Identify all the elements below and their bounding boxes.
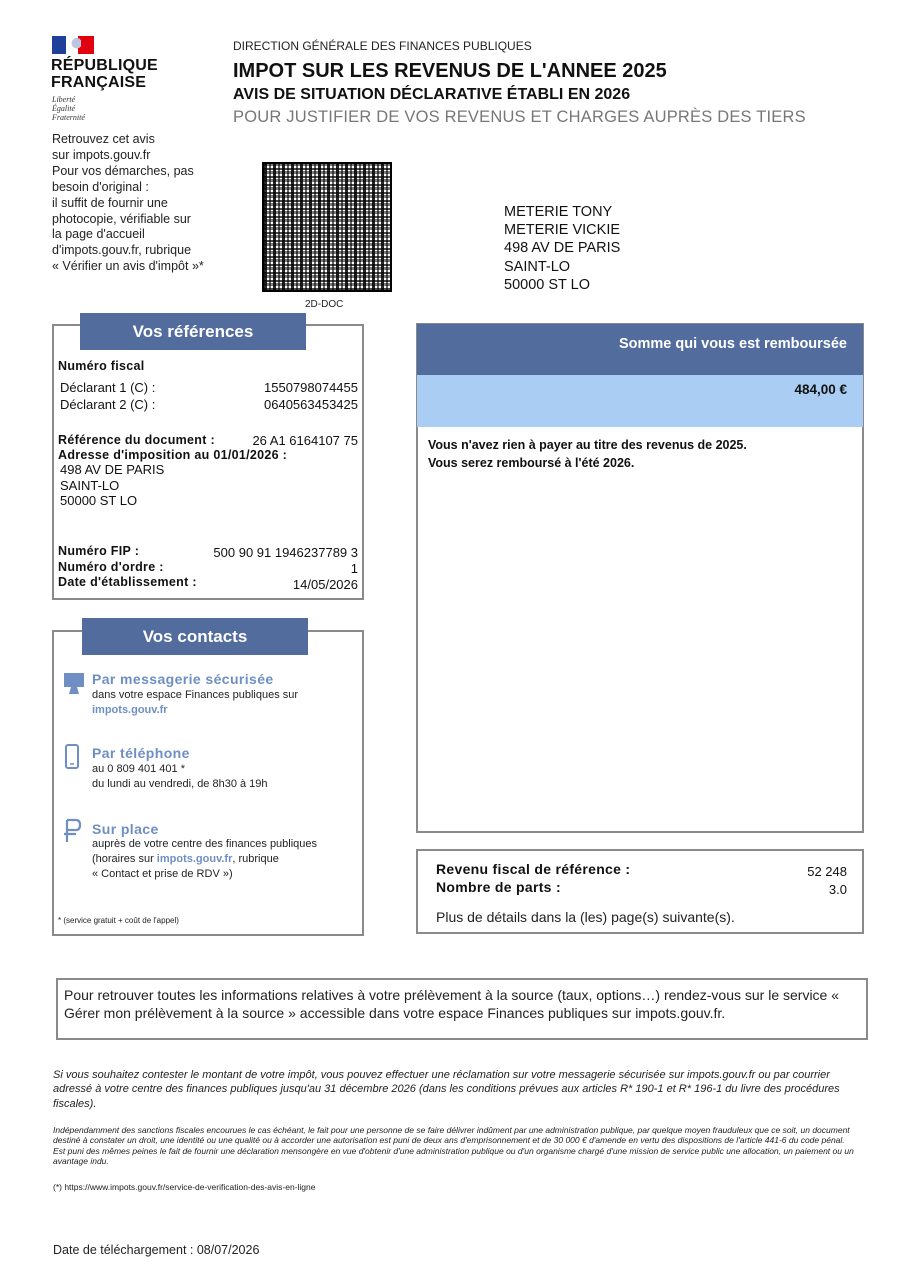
establishment-date-value: 14/05/2026 [292, 577, 358, 592]
fip-number-value: 500 90 91 1946237789 3 [213, 545, 358, 560]
2d-doc-label: 2D-DOC [305, 299, 344, 310]
refund-message-line2: Vous serez remboursé à l'été 2026. [428, 456, 635, 470]
directorate-name: DIRECTION GÉNÉRALE DES FINANCES PUBLIQUES [233, 39, 532, 53]
download-date: Date de téléchargement : 08/07/2026 [53, 1243, 260, 1257]
parts-label: Nombre de parts : [436, 879, 561, 895]
withholding-info-box: Pour retrouver toutes les informations relatives à votre prélèvement à la source (taux, options…) rendez-vous sur le service « Gérer mon prélèvement à la source » accessible dans votre espace Finances publiques sur impots.gouv.fr. [56, 978, 868, 1040]
intro-line: sur impots.gouv.fr [52, 147, 151, 162]
establishment-date-label: Date d'établissement : [58, 575, 197, 589]
intro-line: d'impots.gouv.fr, rubrique [52, 243, 192, 258]
intro-text [52, 132, 252, 275]
fip-number-label: Numéro FIP : [58, 544, 140, 558]
motto-liberte: Liberté [52, 95, 76, 104]
refund-header [417, 324, 863, 375]
order-number-label: Numéro d'ordre : [58, 560, 164, 574]
impots-gouv-link[interactable]: impots.gouv.fr [156, 853, 233, 865]
intro-line: photocopie, vérifiable sur [52, 211, 191, 226]
recipient-line: 50000 ST LO [504, 276, 590, 293]
phone-text [92, 762, 268, 792]
public-finance-office-icon [62, 818, 82, 844]
secure-messaging-desc: dans votre espace Finances publiques sur [92, 689, 299, 701]
recipient-line: METERIE VICKIE [504, 222, 621, 239]
document-title: IMPOT SUR LES REVENUS DE L'ANNEE 2025 [233, 60, 667, 82]
secure-messaging-text [92, 688, 298, 718]
rfr-label: Revenu fiscal de référence : [436, 861, 631, 877]
declarant2-value: 0640563453425 [264, 397, 358, 412]
legal-paragraph2: Est puni des mêmes peines le fait de fournir une déclaration mensongère en vue d'obtenir d'une administration publique ou d'un organisme chargé d'une mission de service public une allocation, un paiement ou un avantage indu. [53, 1145, 854, 1167]
mobile-phone-icon [64, 744, 80, 770]
computer-monitor-icon [63, 672, 85, 696]
on-site-line2 [92, 852, 317, 867]
phone-title: Par téléphone [92, 745, 190, 761]
verification-url-footnote: (*) https://www.impots.gouv.fr/service-de-verification-des-avis-en-ligne [53, 1182, 316, 1192]
republic-line2: FRANÇAISE [51, 74, 147, 91]
motto-fraternite: Fraternité [52, 113, 85, 122]
motto-egalite: Égalité [52, 104, 76, 113]
document-purpose: POUR JUSTIFIER DE VOS REVENUS ET CHARGES AUPRÈS DES TIERS [233, 108, 806, 126]
republic-line1: RÉPUBLIQUE [51, 57, 158, 74]
on-site-post: , rubrique [232, 853, 279, 865]
refund-amount-row [417, 375, 863, 427]
details-note: Plus de détails dans la (les) page(s) suivante(s). [436, 909, 735, 925]
fiscal-number-label: Numéro fiscal [58, 359, 145, 373]
contest-notice: Si vous souhaitez contester le montant de votre impôt, vous pouvez effectuer une réclamation sur votre messagerie sécurisée sur impots.gouv.fr ou par courrier adressé à votre centre des finances publiques jusqu'au 31 décembre 2026 (dans les conditions prévues aux articles R* 190-1 et R* 196-1 du livre des procédures fiscales). [53, 1069, 840, 1110]
recipient-line: SAINT-LO [504, 258, 571, 275]
legal-notice [53, 1125, 868, 1167]
intro-line: besoin d'original : [52, 179, 149, 194]
intro-line: il suffit de fournir une [52, 195, 168, 210]
impots-gouv-link[interactable]: impots.gouv.fr [92, 704, 168, 716]
recipient-line: 498 AV DE PARIS [504, 240, 621, 257]
intro-line: Retrouvez cet avis [52, 132, 155, 146]
declarant2-label: Déclarant 2 (C) : [60, 397, 156, 412]
tax-address-line: 50000 ST LO [60, 493, 138, 508]
document-subtitle: AVIS DE SITUATION DÉCLARATIVE ÉTABLI EN 2026 [233, 86, 631, 103]
contacts-title: Vos contacts [82, 618, 308, 655]
secure-messaging-title: Par messagerie sécurisée [92, 671, 274, 687]
phone-number: au 0 809 401 401 * [92, 763, 185, 775]
tax-address-line: 498 AV DE PARIS [60, 462, 165, 477]
declarant1-value: 1550798074455 [264, 380, 358, 395]
refund-header-label: Somme qui vous est remboursée [618, 336, 847, 352]
recipient-line: METERIE TONY [504, 204, 613, 220]
2d-doc-barcode [262, 162, 392, 292]
contacts-footnote: * (service gratuit + coût de l'appel) [58, 916, 179, 925]
tax-address-label: Adresse d'imposition au 01/01/2026 : [58, 448, 288, 462]
refund-message [428, 436, 747, 472]
document-reference-value: 26 A1 6164107 75 [252, 433, 358, 448]
on-site-text [92, 837, 317, 882]
parts-value: 3.0 [828, 882, 847, 897]
phone-hours: du lundi au vendredi, de 8h30 à 19h [92, 778, 268, 790]
declarant1-label: Déclarant 1 (C) : [60, 380, 156, 395]
republic-wordmark [51, 57, 158, 91]
on-site-pre: (horaires sur [92, 853, 157, 865]
legal-paragraph1: Indépendamment des sanctions fiscales encourues le cas échéant, le fait pour une personne de se faire délivrer indûment par une administration publique, par quelque moyen frauduleux que ce soit, un document destiné à constater un droit, une identité ou une qualité ou à accorder une autorisation est puni de deux ans d'emprisonnement et de 30 000 € d'amende en vertu des dispositions de l'article 441-6 du code pénal. [53, 1125, 850, 1146]
references-title: Vos références [80, 313, 306, 350]
tax-address-line: SAINT-LO [60, 478, 120, 493]
intro-line: la page d'accueil [52, 227, 145, 242]
intro-line: Pour vos démarches, pas [52, 163, 194, 178]
republic-motto [52, 95, 85, 122]
recipient-address [504, 203, 620, 294]
intro-line: « Vérifier un avis d'impôt »* [52, 259, 204, 274]
document-reference-label: Référence du document : [58, 433, 215, 447]
refund-amount: 484,00 € [794, 382, 847, 397]
marianne-profile-icon [67, 36, 81, 54]
on-site-line1: auprès de votre centre des finances publiques [92, 838, 318, 850]
rfr-value: 52 248 [807, 864, 847, 879]
order-number-value: 1 [350, 561, 358, 576]
on-site-line3: « Contact et prise de RDV ») [92, 868, 233, 880]
on-site-title: Sur place [92, 821, 159, 837]
refund-message-line1: Vous n'avez rien à payer au titre des revenus de 2025. [428, 438, 747, 452]
